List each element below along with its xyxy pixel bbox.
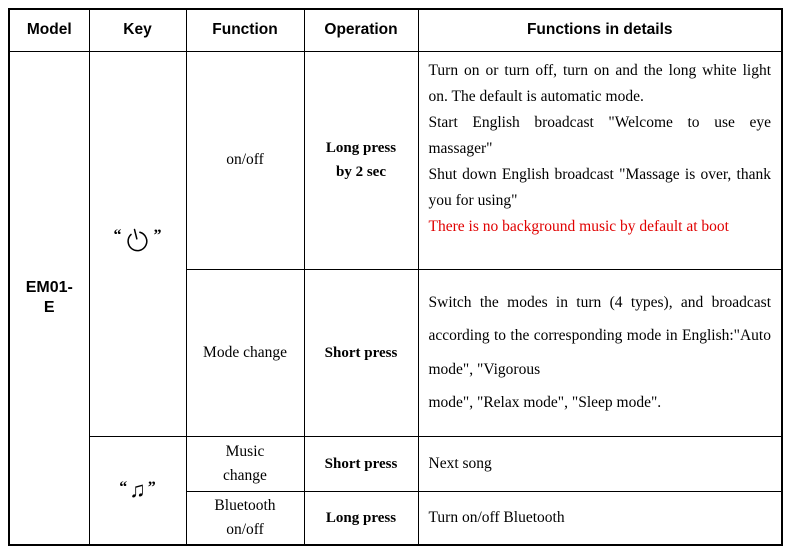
- details-paragraph: Shut down English broadcast "Massage is over, thank you for using": [428, 165, 771, 209]
- model-value: EM01-E: [25, 278, 73, 316]
- operation-cell-onoff: Long press by 2 sec: [304, 51, 418, 269]
- details-paragraph-warning: There is no background music by default at boot: [428, 217, 729, 235]
- function-cell-music: Music change: [186, 436, 304, 491]
- operation-cell-music: Short press: [304, 436, 418, 491]
- operation-cell-bluetooth: Long press: [304, 491, 418, 545]
- details-cell-bluetooth: [418, 491, 782, 545]
- music-note-icon: ♫: [129, 477, 146, 502]
- details-cell-onoff: [418, 51, 782, 269]
- power-icon: [120, 224, 155, 263]
- key-cell-power: [89, 51, 186, 436]
- header-cell-model: Model: [9, 9, 89, 51]
- details-cell-mode: [418, 269, 782, 436]
- header-cell-operation: Operation: [304, 9, 418, 51]
- details-paragraph: Next song: [428, 454, 492, 472]
- function-cell-mode: Mode change: [186, 269, 304, 436]
- close-quote: ”: [153, 227, 162, 244]
- header-cell-details: Functions in details: [418, 9, 782, 51]
- details-cell-music: [418, 436, 782, 491]
- open-quote: “: [119, 479, 128, 496]
- row-music-change: [9, 436, 782, 491]
- power-key: [114, 227, 162, 260]
- header-row: [9, 9, 782, 51]
- details-paragraph: Turn on or turn off, turn on and the long white light on. The default is automatic mode.: [428, 61, 771, 105]
- functions-table: [8, 8, 783, 546]
- close-quote: ”: [147, 479, 156, 496]
- open-quote: “: [113, 227, 122, 244]
- details-paragraph: Start English broadcast "Welcome to use eye massager": [428, 113, 771, 157]
- header-cell-key: Key: [89, 9, 186, 51]
- details-paragraph: mode", "Relax mode", "Sleep mode".: [428, 394, 662, 411]
- details-paragraph: Turn on/off Bluetooth: [428, 508, 565, 526]
- model-cell: [9, 51, 89, 545]
- function-cell-onoff: on/off: [186, 51, 304, 269]
- music-key: [119, 479, 156, 501]
- key-cell-music: [89, 436, 186, 545]
- details-paragraph: Switch the modes in turn (4 types), and broadcast according to the corresponding mode in English:"Auto mode", "Vigorous: [428, 293, 771, 378]
- operation-cell-mode: Short press: [304, 269, 418, 436]
- header-cell-function: Function: [186, 9, 304, 51]
- function-cell-bluetooth: Bluetooth on/off: [186, 491, 304, 545]
- row-onoff: [9, 51, 782, 269]
